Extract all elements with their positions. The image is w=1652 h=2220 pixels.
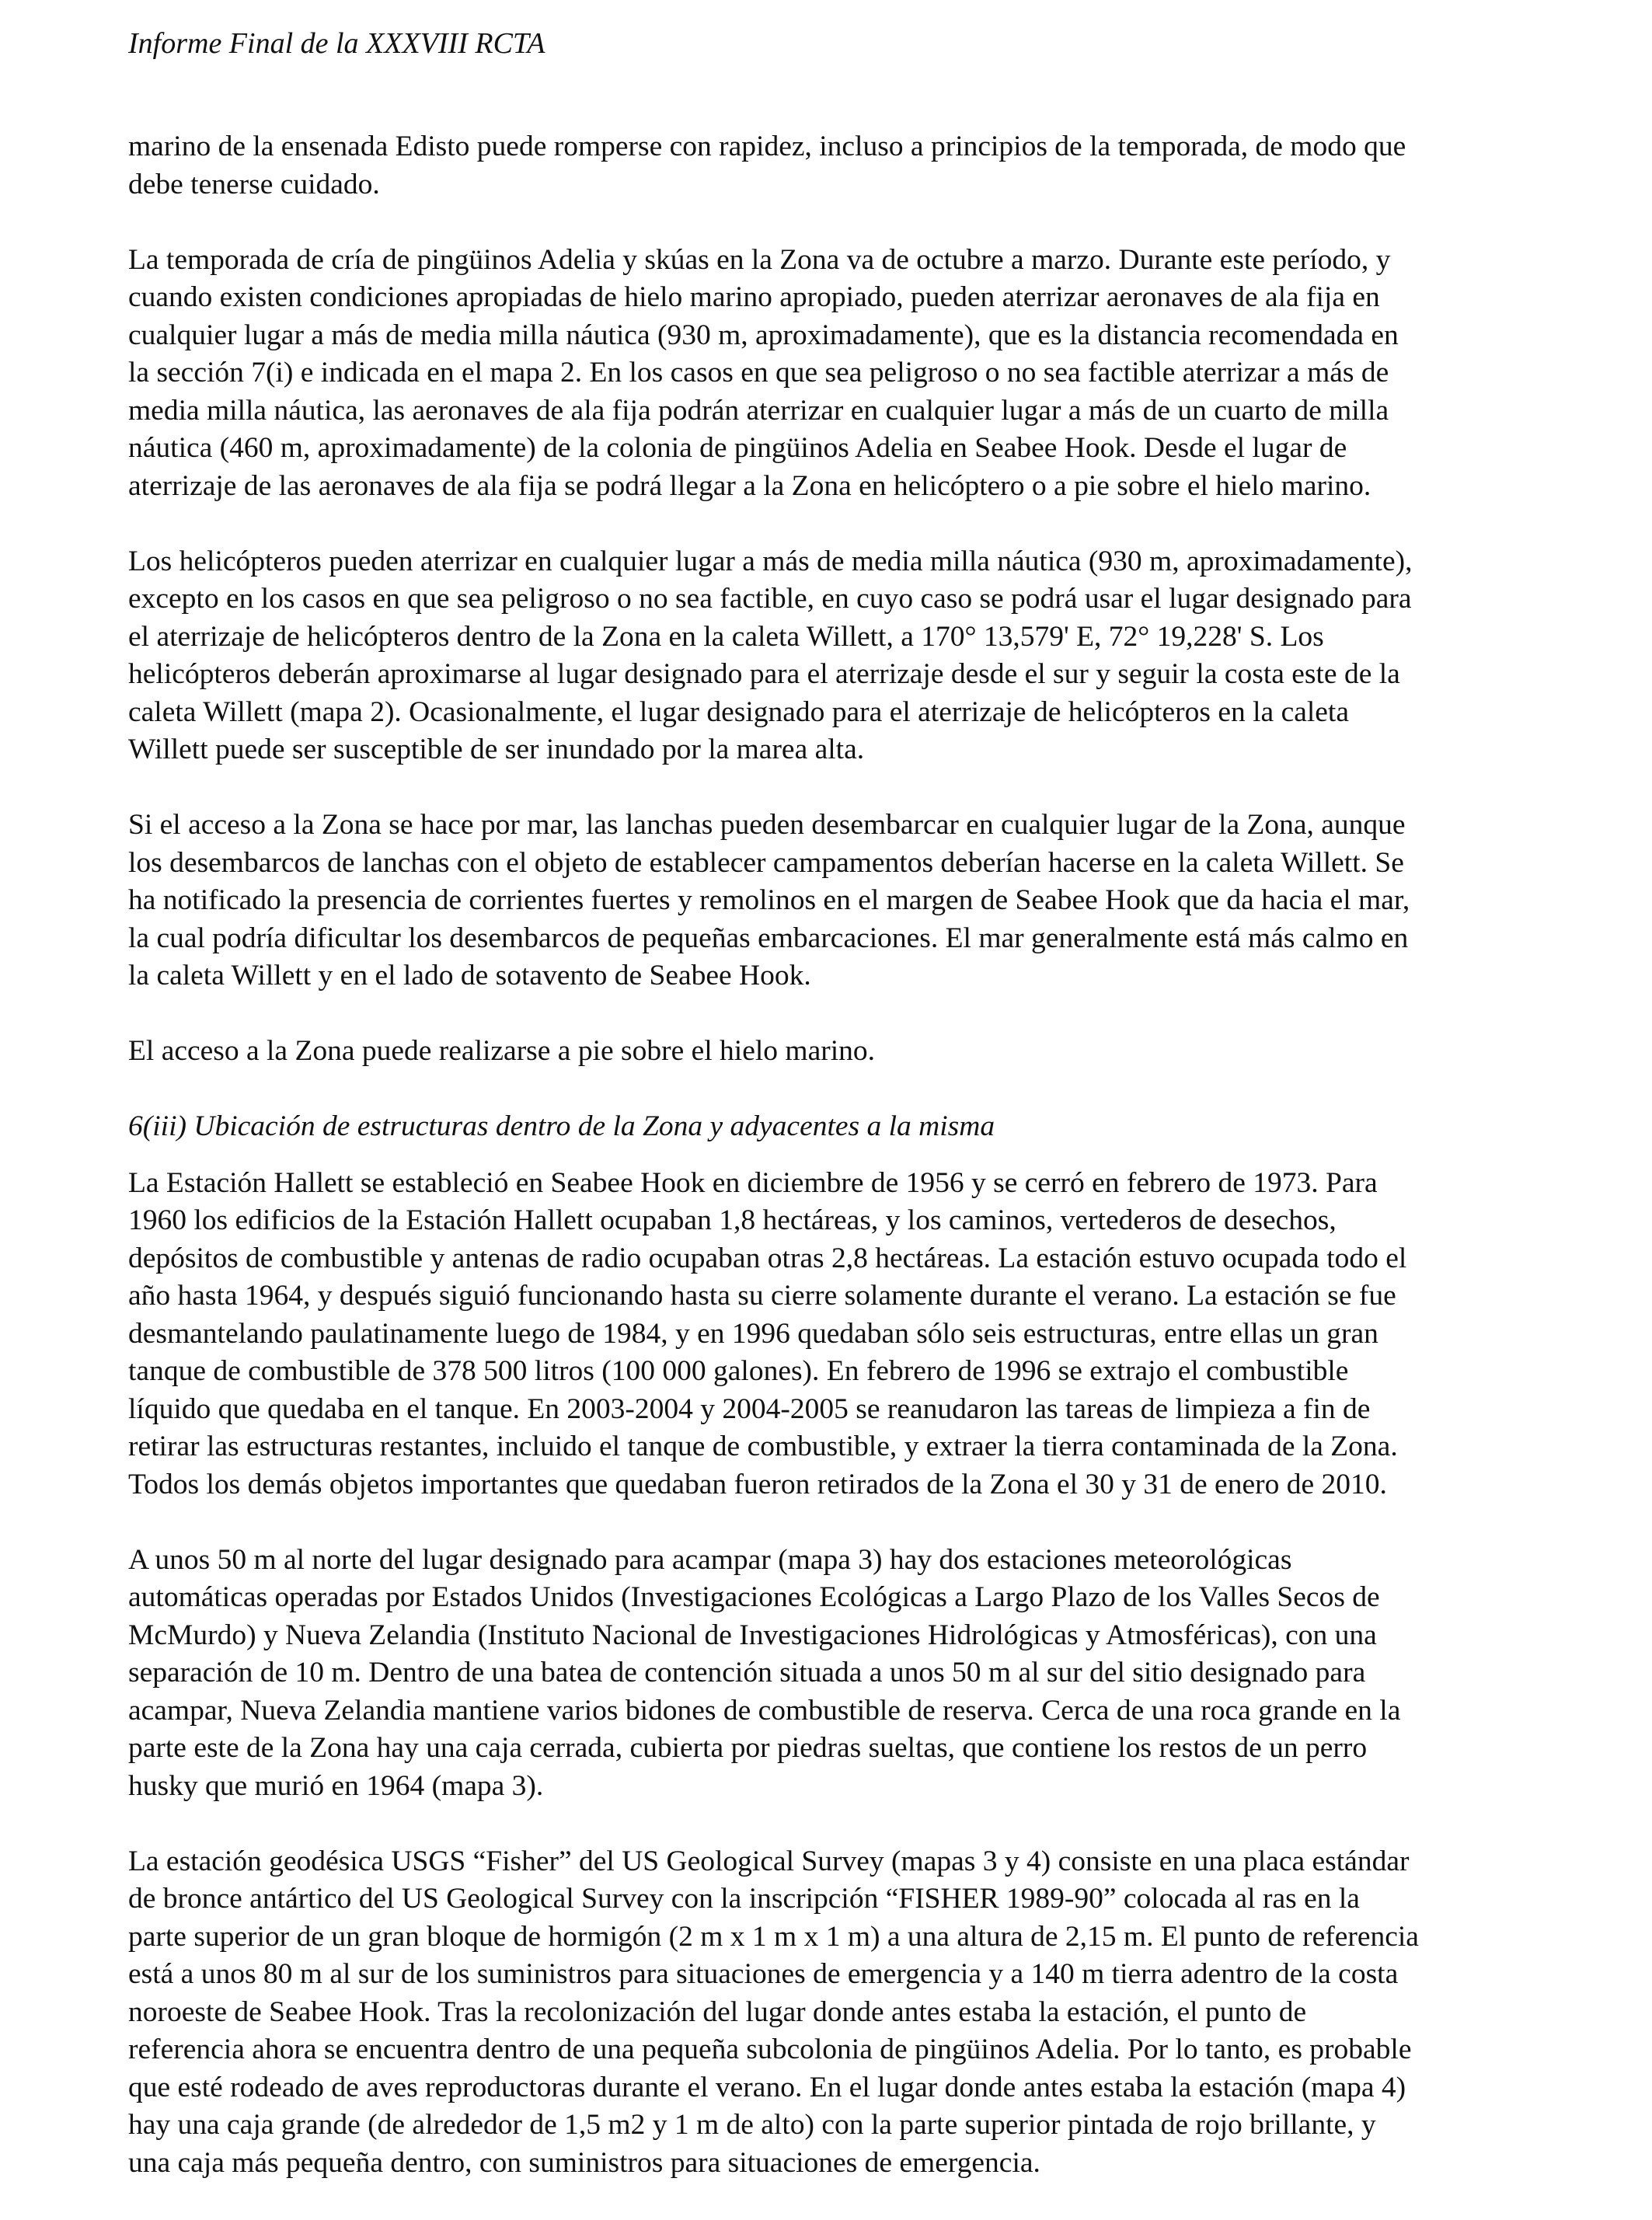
text-line: helicópteros deberán aproximarse al lugar designado para el aterrizaje desde el sur y seguir la costa este de la [128, 658, 1400, 690]
text-line: la cual podría dificultar los desembarcos de pequeñas embarcaciones. El mar generalmente está más calmo en [128, 922, 1409, 954]
text-line: la sección 7(i) e indicada en el mapa 2. En los casos en que sea peligroso o no sea factible aterrizar a más de [128, 357, 1389, 389]
text-line: La Estación Hallett se estableció en Seabee Hook en diciembre de 1956 y se cerró en febrero de 1973. Para [128, 1166, 1378, 1199]
running-header: Informe Final de la XXXVIII RCTA [128, 27, 545, 60]
text-line: náutica (460 m, aproximadamente) de la colonia de pingüinos Adelia en Seabee Hook. Desde el lugar de [128, 432, 1347, 464]
text-line: los desembarcos de lanchas con el objeto de establecer campamentos deberían hacerse en la caleta Willett. Se [128, 846, 1404, 879]
text-line: tanque de combustible de 378 500 litros (100 000 galones). En febrero de 1996 se extrajo el combustible [128, 1355, 1349, 1387]
text-line: excepto en los casos en que sea peligroso o no sea factible, en cuyo caso se podrá usar el lugar designado para [128, 583, 1412, 615]
section-heading: 6(iii) Ubicación de estructuras dentro de la Zona y adyacentes a la misma [128, 1110, 995, 1142]
paragraph [128, 1843, 1542, 2183]
paragraph [128, 242, 1542, 506]
text-line: caleta Willett (mapa 2). Ocasionalmente, el lugar designado para el aterrizaje de helicópteros en la caleta [128, 695, 1349, 728]
text-line: aterrizaje de las aeronaves de ala fija se podrá llegar a la Zona en helicóptero o a pie sobre el hielo marino. [128, 469, 1371, 502]
text-line: Todos los demás objetos importantes que quedaban fueron retirados de la Zona el 30 y 31 de enero de 2010. [128, 1468, 1387, 1500]
text-line: que esté rodeado de aves reproductoras durante el verano. En el lugar donde antes estaba la estación (mapa 4) [128, 2071, 1406, 2103]
paragraph [128, 543, 1542, 769]
text-line: año hasta 1964, y después siguió funcionando hasta su cierre solamente durante el verano. La estación se fue [128, 1280, 1396, 1312]
paragraph [128, 128, 1542, 204]
text-line: hay una caja grande (de alrededor de 1,5 m2 y 1 m de alto) con la parte superior pintada de rojo brillante, y [128, 2109, 1376, 2141]
text-line: de bronce antártico del US Geological Survey con la inscripción “FISHER 1989-90” colocada al ras en la [128, 1883, 1360, 1915]
text-line: el aterrizaje de helicópteros dentro de la Zona en la caleta Willett, a 170° 13,579' E, 72° 19,228' S. Los [128, 620, 1324, 653]
paragraph [128, 1033, 1542, 1071]
text-line: líquido que quedaba en el tanque. En 2003-2004 y 2004-2005 se reanudaron las tareas de limpieza a fin de [128, 1392, 1371, 1425]
text-line: automáticas operadas por Estados Unidos (Investigaciones Ecológicas a Largo Plazo de los Valles Secos de [128, 1581, 1380, 1613]
text-line: está a unos 80 m al sur de los suministros para situaciones de emergencia y a 140 m tierra adentro de la costa [128, 1958, 1399, 1990]
text-line: acampar, Nueva Zelandia mantiene varios bidones de combustible de reserva. Cerca de una roca grande en la [128, 1694, 1401, 1727]
text-line: McMurdo) y Nueva Zelandia (Instituto Nacional de Investigaciones Hidrológicas y Atmosféricas), con una [128, 1619, 1377, 1651]
text-line: referencia ahora se encuentra dentro de una pequeña subcolonia de pingüinos Adelia. Por lo tanto, es probable [128, 2034, 1412, 2065]
paragraph [128, 1165, 1542, 1504]
text-line: husky que murió en 1964 (mapa 3). [128, 1769, 544, 1802]
text-line: desmantelando paulatinamente luego de 1984, y en 1996 quedaban sólo seis estructuras, entre ellas un gran [128, 1317, 1378, 1350]
text-line: retirar las estructuras restantes, incluido el tanque de combustible, y extraer la tierra contaminada de la Zona. [128, 1431, 1398, 1462]
text-line: noroeste de Seabee Hook. Tras la recolonización del lugar donde antes estaba la estación, el punto de [128, 1995, 1307, 2028]
text-line: Willett puede ser susceptible de ser inundado por la marea alta. [128, 734, 865, 765]
text-line: Los helicópteros pueden aterrizar en cualquier lugar a más de media milla náutica (930 m, aproximadamente), [128, 545, 1413, 577]
text-line: cuando existen condiciones apropiadas de hielo marino apropiado, pueden aterrizar aeronaves de ala fija en [128, 281, 1380, 313]
text-line: parte superior de un gran bloque de hormigón (2 m x 1 m x 1 m) a una altura de 2,15 m. El punto de referencia [128, 1920, 1419, 1953]
text-line: parte este de la Zona hay una caja cerrada, cubierta por piedras sueltas, que contiene los restos de un perro [128, 1732, 1368, 1764]
text-line: depósitos de combustible y antenas de radio ocupaban otras 2,8 hectáreas. La estación estuvo ocupada todo el [128, 1242, 1407, 1274]
text-line: media milla náutica, las aeronaves de ala fija podrán aterrizar en cualquier lugar a más de un cuarto de milla [128, 394, 1389, 427]
text-line: la caleta Willett y en el lado de sotavento de Seabee Hook. [128, 960, 811, 992]
text-line: Si el acceso a la Zona se hace por mar, las lanchas pueden desembarcar en cualquier lugar de la Zona, aunque [128, 809, 1406, 841]
text-line: debe tenerse cuidado. [128, 168, 380, 200]
text-line: El acceso a la Zona puede realizarse a pie sobre el hielo marino. [128, 1035, 875, 1067]
text-line: separación de 10 m. Dentro de una batea de contención situada a unos 50 m al sur del sitio designado para [128, 1657, 1366, 1689]
text-line: La estación geodésica USGS “Fisher” del US Geological Survey (mapas 3 y 4) consiste en una placa estándar [128, 1845, 1410, 1877]
document-body [128, 128, 1542, 2220]
text-line: una caja más pequeña dentro, con suministros para situaciones de emergencia. [128, 2146, 1040, 2179]
text-line: ha notificado la presencia de corrientes fuertes y remolinos en el margen de Seabee Hook que da hacia el mar, [128, 884, 1410, 916]
text-line: cualquier lugar a más de media milla náutica (930 m, aproximadamente), que es la distancia recomendada en [128, 319, 1399, 351]
text-line: 1960 los edificios de la Estación Hallett ocupaban 1,8 hectáreas, y los caminos, vertederos de desechos, [128, 1204, 1337, 1236]
text-line: La temporada de cría de pingüinos Adelia y skúas en la Zona va de octubre a marzo. Durante este período, y [128, 243, 1391, 276]
text-line: marino de la ensenada Edisto puede romperse con rapidez, incluso a principios de la temporada, de modo que [128, 131, 1406, 162]
paragraph [128, 807, 1542, 995]
text-line: A unos 50 m al norte del lugar designado para acampar (mapa 3) hay dos estaciones meteorológicas [128, 1543, 1292, 1576]
paragraph [128, 1542, 1542, 1806]
